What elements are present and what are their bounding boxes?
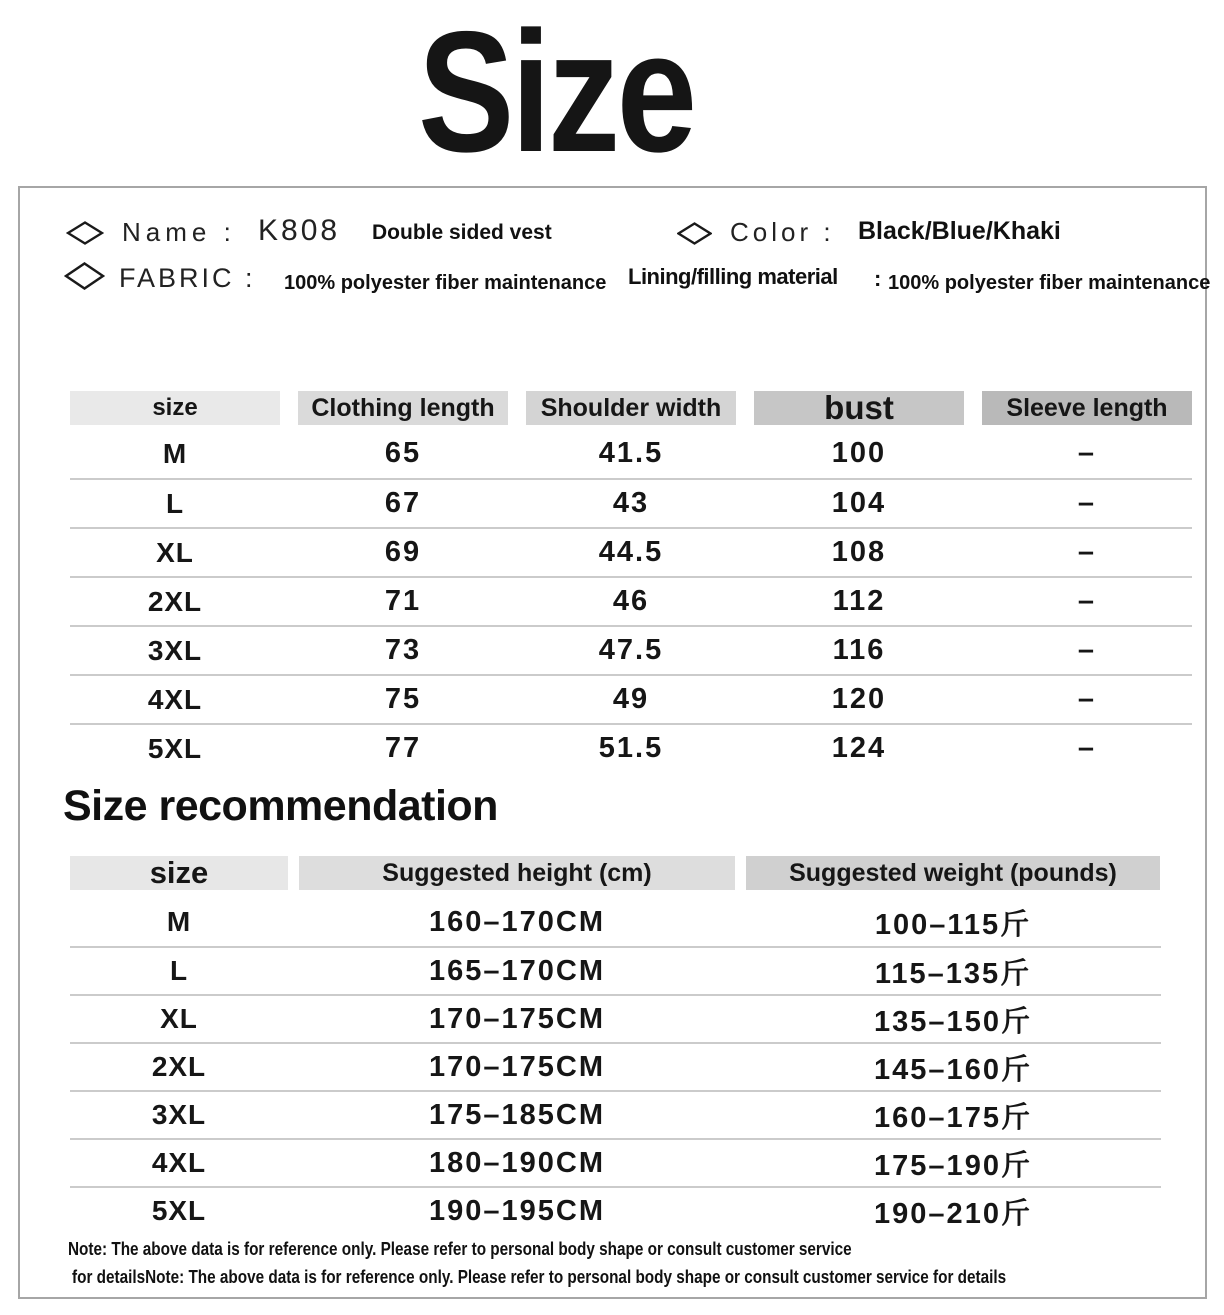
recommendation-header-height: Suggested height (cm) [299,856,735,890]
name-note: Double sided vest [372,221,552,244]
table-cell: XL [156,536,194,568]
table-row [70,1090,1161,1138]
size-table-body [70,429,1192,772]
diamond-icon [66,221,104,245]
table-cell: XL [160,1003,198,1034]
table-cell: 100 [831,437,887,469]
note-line-2: for detailsNote: The above data is for reference only. Please refer to personal body shape or consult customer service for details [72,1267,1007,1287]
table-cell: 100–115斤 [874,908,1032,941]
table-cell: 2XL [147,585,203,617]
table-row [70,1186,1161,1234]
size-table-header-shoulder-width: Shoulder width [526,391,736,425]
table-cell: 104 [831,487,887,519]
name-label: Name : [122,217,236,247]
table-cell: 2XL [151,1051,207,1082]
recommendation-header-row [70,856,1161,890]
table-cell: M [166,906,192,937]
table-cell: 190–210斤 [874,1197,1032,1230]
table-cell: 3XL [151,1099,207,1130]
table-cell: 124 [831,732,887,764]
recommendation-header-size: size [70,856,288,890]
table-cell: 112 [832,585,886,617]
table-cell: – [1077,487,1097,519]
table-cell: 47.5 [598,634,664,666]
lining-colon: : [874,266,881,291]
table-cell: 77 [384,732,422,764]
table-cell: 190–195CM [429,1194,605,1227]
table-cell: 51.5 [598,732,664,764]
table-cell: M [162,437,188,469]
table-cell: 75 [384,683,422,715]
table-cell: 145–160斤 [874,1053,1032,1086]
table-cell: – [1077,634,1097,666]
diamond-icon [64,262,105,290]
table-cell: – [1077,683,1097,715]
table-cell: – [1077,536,1097,568]
table-row [70,1042,1161,1090]
table-row [70,527,1192,576]
table-cell: 5XL [147,732,203,764]
table-cell: 170–175CM [429,1002,605,1035]
table-row [70,898,1161,946]
table-cell: 170–175CM [429,1050,605,1083]
table-cell: – [1077,437,1097,469]
table-cell: 71 [384,585,422,617]
table-cell: 5XL [151,1195,207,1226]
table-cell: 69 [384,536,422,568]
fabric-label: FABRIC : [119,263,256,293]
table-row [70,674,1192,723]
table-cell: 73 [384,634,422,666]
table-cell: 175–185CM [429,1098,605,1131]
page-title: Size [418,0,694,188]
size-recommendation-table [70,856,1161,1234]
table-cell: 120 [831,683,887,715]
table-cell: 4XL [147,683,203,715]
table-cell: 135–150斤 [874,1005,1032,1038]
table-cell: 180–190CM [429,1146,605,1179]
size-recommendation-heading: Size recommendation [63,782,498,830]
table-cell: 165–170CM [429,954,605,987]
size-table-header-sleeve-length: Sleeve length [982,391,1192,425]
lining-label: Lining/filling material [628,264,838,289]
table-row [70,1138,1161,1186]
size-table-header-row [70,391,1192,425]
table-cell: 46 [612,585,650,617]
table-cell: 4XL [151,1147,207,1178]
table-row [70,478,1192,527]
table-cell: 49 [612,683,650,715]
size-table-header-bust: bust [754,391,964,425]
table-cell: – [1077,732,1097,764]
table-row [70,994,1161,1042]
table-cell: L [165,487,185,519]
recommendation-table-body [70,898,1161,1234]
table-cell: 175–190斤 [874,1149,1032,1182]
name-value: K808 [258,214,341,247]
table-cell: L [169,955,189,986]
table-row [70,576,1192,625]
color-label: Color : [730,217,835,247]
lining-value: 100% polyester fiber maintenance [888,272,1211,294]
table-cell: 67 [384,487,422,519]
table-cell: 43 [612,487,650,519]
table-cell: – [1077,585,1097,617]
fabric-value: 100% polyester fiber maintenance [284,272,607,294]
table-cell: 65 [384,437,422,469]
table-cell: 116 [832,634,886,666]
table-cell: 115–135斤 [874,957,1032,990]
table-row [70,946,1161,994]
table-row [70,723,1192,772]
color-value: Black/Blue/Khaki [858,217,1061,245]
table-row [70,625,1192,674]
table-cell: 160–175斤 [874,1101,1032,1134]
size-table-header-clothing-length: Clothing length [298,391,508,425]
diamond-icon [677,222,712,245]
recommendation-header-weight: Suggested weight (pounds) [746,856,1160,890]
table-cell: 44.5 [598,536,664,568]
note-line-1: Note: The above data is for reference only. Please refer to personal body shape or consult customer service [68,1239,852,1259]
table-cell: 3XL [147,634,203,666]
table-cell: 41.5 [598,437,664,469]
size-table-header-size: size [70,391,280,425]
size-table [70,391,1192,772]
table-row [70,429,1192,478]
table-cell: 160–170CM [429,905,605,938]
table-cell: 108 [831,536,887,568]
